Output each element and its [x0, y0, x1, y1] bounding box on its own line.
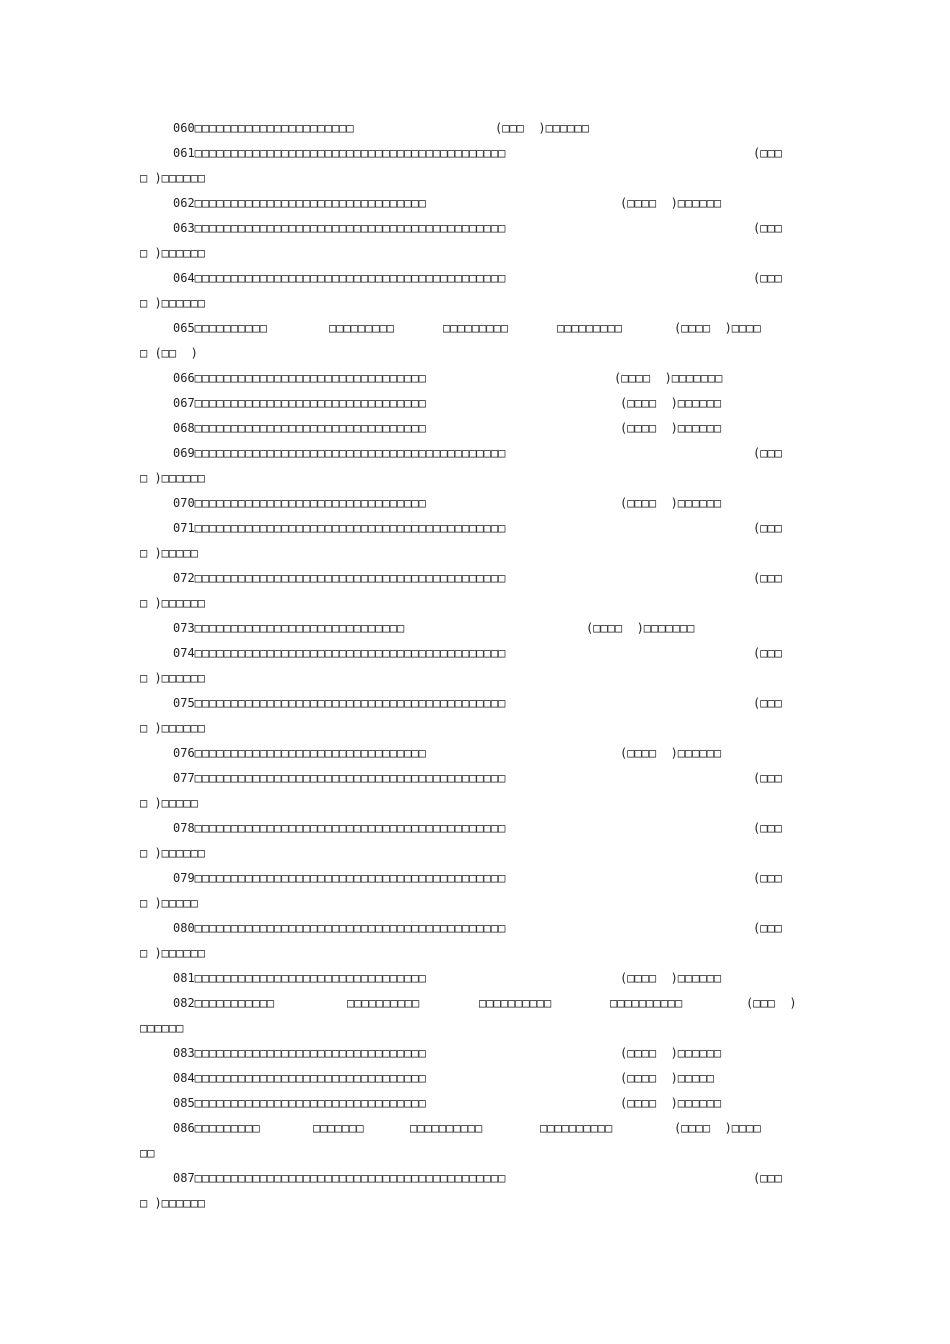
text-line: (□□□ — [753, 1171, 782, 1185]
text-line: □ )□□□□□ — [140, 896, 198, 910]
text-line: (□□□□ )□□□□□□□ — [614, 371, 723, 385]
text-line: □ )□□□□□□ — [140, 946, 206, 960]
text-line: (□□□ — [753, 146, 782, 160]
text-line: (□□□ — [753, 271, 782, 285]
text-line: □ )□□□□□□ — [140, 471, 206, 485]
text-line: 087□□□□□□□□□□□□□□□□□□□□□□□□□□□□□□□□□□□□□□□□□□□ — [173, 1171, 506, 1185]
text-line: (□□□ )□□□□□□ — [495, 121, 589, 135]
text-line: (□□□ — [753, 821, 782, 835]
text-line: □□□□□□□□□□ — [540, 1121, 613, 1135]
text-line: (□□□□ )□□□□□□ — [620, 1096, 722, 1110]
text-line: (□□□ — [753, 696, 782, 710]
text-line: 079□□□□□□□□□□□□□□□□□□□□□□□□□□□□□□□□□□□□□□□□□□□ — [173, 871, 506, 885]
text-line: 075□□□□□□□□□□□□□□□□□□□□□□□□□□□□□□□□□□□□□□□□□□□ — [173, 696, 506, 710]
text-line: 076□□□□□□□□□□□□□□□□□□□□□□□□□□□□□□□□ — [173, 746, 426, 760]
text-line: 082□□□□□□□□□□□ — [173, 996, 275, 1010]
text-line: □□□□□□□□□□ — [410, 1121, 483, 1135]
text-line: (□□□ — [753, 446, 782, 460]
text-line: 071□□□□□□□□□□□□□□□□□□□□□□□□□□□□□□□□□□□□□□□□□□□ — [173, 521, 506, 535]
text-line: 065□□□□□□□□□□ — [173, 321, 267, 335]
text-line: □ )□□□□□□ — [140, 721, 206, 735]
text-line: 064□□□□□□□□□□□□□□□□□□□□□□□□□□□□□□□□□□□□□□□□□□□ — [173, 271, 506, 285]
text-line: 077□□□□□□□□□□□□□□□□□□□□□□□□□□□□□□□□□□□□□□□□□□□ — [173, 771, 506, 785]
text-line: (□□□□ )□□□□□□ — [620, 396, 722, 410]
text-line: (□□□ ) — [746, 996, 797, 1010]
text-line: (□□□□ )□□□□ — [674, 321, 761, 335]
text-line: (□□□□ )□□□□ — [674, 1121, 761, 1135]
text-line: 067□□□□□□□□□□□□□□□□□□□□□□□□□□□□□□□□ — [173, 396, 426, 410]
text-line: 085□□□□□□□□□□□□□□□□□□□□□□□□□□□□□□□□ — [173, 1096, 426, 1110]
text-line: □□□□□□ — [140, 1021, 184, 1035]
text-line: 084□□□□□□□□□□□□□□□□□□□□□□□□□□□□□□□□ — [173, 1071, 426, 1085]
text-line: 062□□□□□□□□□□□□□□□□□□□□□□□□□□□□□□□□ — [173, 196, 426, 210]
text-line: 081□□□□□□□□□□□□□□□□□□□□□□□□□□□□□□□□ — [173, 971, 426, 985]
text-line: 083□□□□□□□□□□□□□□□□□□□□□□□□□□□□□□□□ — [173, 1046, 426, 1060]
text-line: 074□□□□□□□□□□□□□□□□□□□□□□□□□□□□□□□□□□□□□□□□□□□ — [173, 646, 506, 660]
text-line: □□□□□□□□□ — [329, 321, 395, 335]
text-line: (□□□ — [753, 921, 782, 935]
text-line: □ )□□□□□□ — [140, 296, 206, 310]
text-line: □ )□□□□□□ — [140, 846, 206, 860]
text-line: (□□□ — [753, 221, 782, 235]
text-line: (□□□□ )□□□□□□ — [620, 746, 722, 760]
text-line: 072□□□□□□□□□□□□□□□□□□□□□□□□□□□□□□□□□□□□□□□□□□□ — [173, 571, 506, 585]
text-line: 086□□□□□□□□□ — [173, 1121, 260, 1135]
text-line: 069□□□□□□□□□□□□□□□□□□□□□□□□□□□□□□□□□□□□□□□□□□□ — [173, 446, 506, 460]
text-line: (□□□□ )□□□□□□ — [620, 496, 722, 510]
text-line: (□□□□ )□□□□□ — [620, 1071, 714, 1085]
text-line: (□□□ — [753, 646, 782, 660]
text-line: 061□□□□□□□□□□□□□□□□□□□□□□□□□□□□□□□□□□□□□□□□□□□ — [173, 146, 506, 160]
text-line: □□□□□□□□□□ — [610, 996, 683, 1010]
text-line: □ (□□ ) — [140, 346, 198, 360]
text-line: 078□□□□□□□□□□□□□□□□□□□□□□□□□□□□□□□□□□□□□□□□□□□ — [173, 821, 506, 835]
text-line: □ )□□□□□ — [140, 796, 198, 810]
text-line: (□□□□ )□□□□□□□ — [586, 621, 695, 635]
text-line: (□□□ — [753, 871, 782, 885]
text-line: (□□□□ )□□□□□□ — [620, 971, 722, 985]
text-line: 066□□□□□□□□□□□□□□□□□□□□□□□□□□□□□□□□ — [173, 371, 426, 385]
text-line: □□□□□□□□□ — [557, 321, 623, 335]
text-line: □ )□□□□□ — [140, 546, 198, 560]
text-line: (□□□□ )□□□□□□ — [620, 421, 722, 435]
text-line: (□□□ — [753, 571, 782, 585]
text-line: 068□□□□□□□□□□□□□□□□□□□□□□□□□□□□□□□□ — [173, 421, 426, 435]
text-line: □ )□□□□□□ — [140, 596, 206, 610]
text-line: 060□□□□□□□□□□□□□□□□□□□□□□ — [173, 121, 354, 135]
text-line: □□□□□□□□□□ — [479, 996, 552, 1010]
text-line: 070□□□□□□□□□□□□□□□□□□□□□□□□□□□□□□□□ — [173, 496, 426, 510]
text-line: □ )□□□□□□ — [140, 671, 206, 685]
text-line: □□□□□□□□□□ — [347, 996, 420, 1010]
text-line: □ )□□□□□□ — [140, 246, 206, 260]
text-line: (□□□□ )□□□□□□ — [620, 1046, 722, 1060]
text-line: (□□□□ )□□□□□□ — [620, 196, 722, 210]
text-line: 080□□□□□□□□□□□□□□□□□□□□□□□□□□□□□□□□□□□□□□□□□□□ — [173, 921, 506, 935]
text-line: □ )□□□□□□ — [140, 1196, 206, 1210]
text-line: □□□□□□□ — [313, 1121, 364, 1135]
text-line: (□□□ — [753, 771, 782, 785]
text-line: □ )□□□□□□ — [140, 171, 206, 185]
text-line: 073□□□□□□□□□□□□□□□□□□□□□□□□□□□□□ — [173, 621, 405, 635]
text-line: □□ — [140, 1146, 155, 1160]
text-line: (□□□ — [753, 521, 782, 535]
text-line: 063□□□□□□□□□□□□□□□□□□□□□□□□□□□□□□□□□□□□□□□□□□□ — [173, 221, 506, 235]
text-line: □□□□□□□□□ — [443, 321, 509, 335]
